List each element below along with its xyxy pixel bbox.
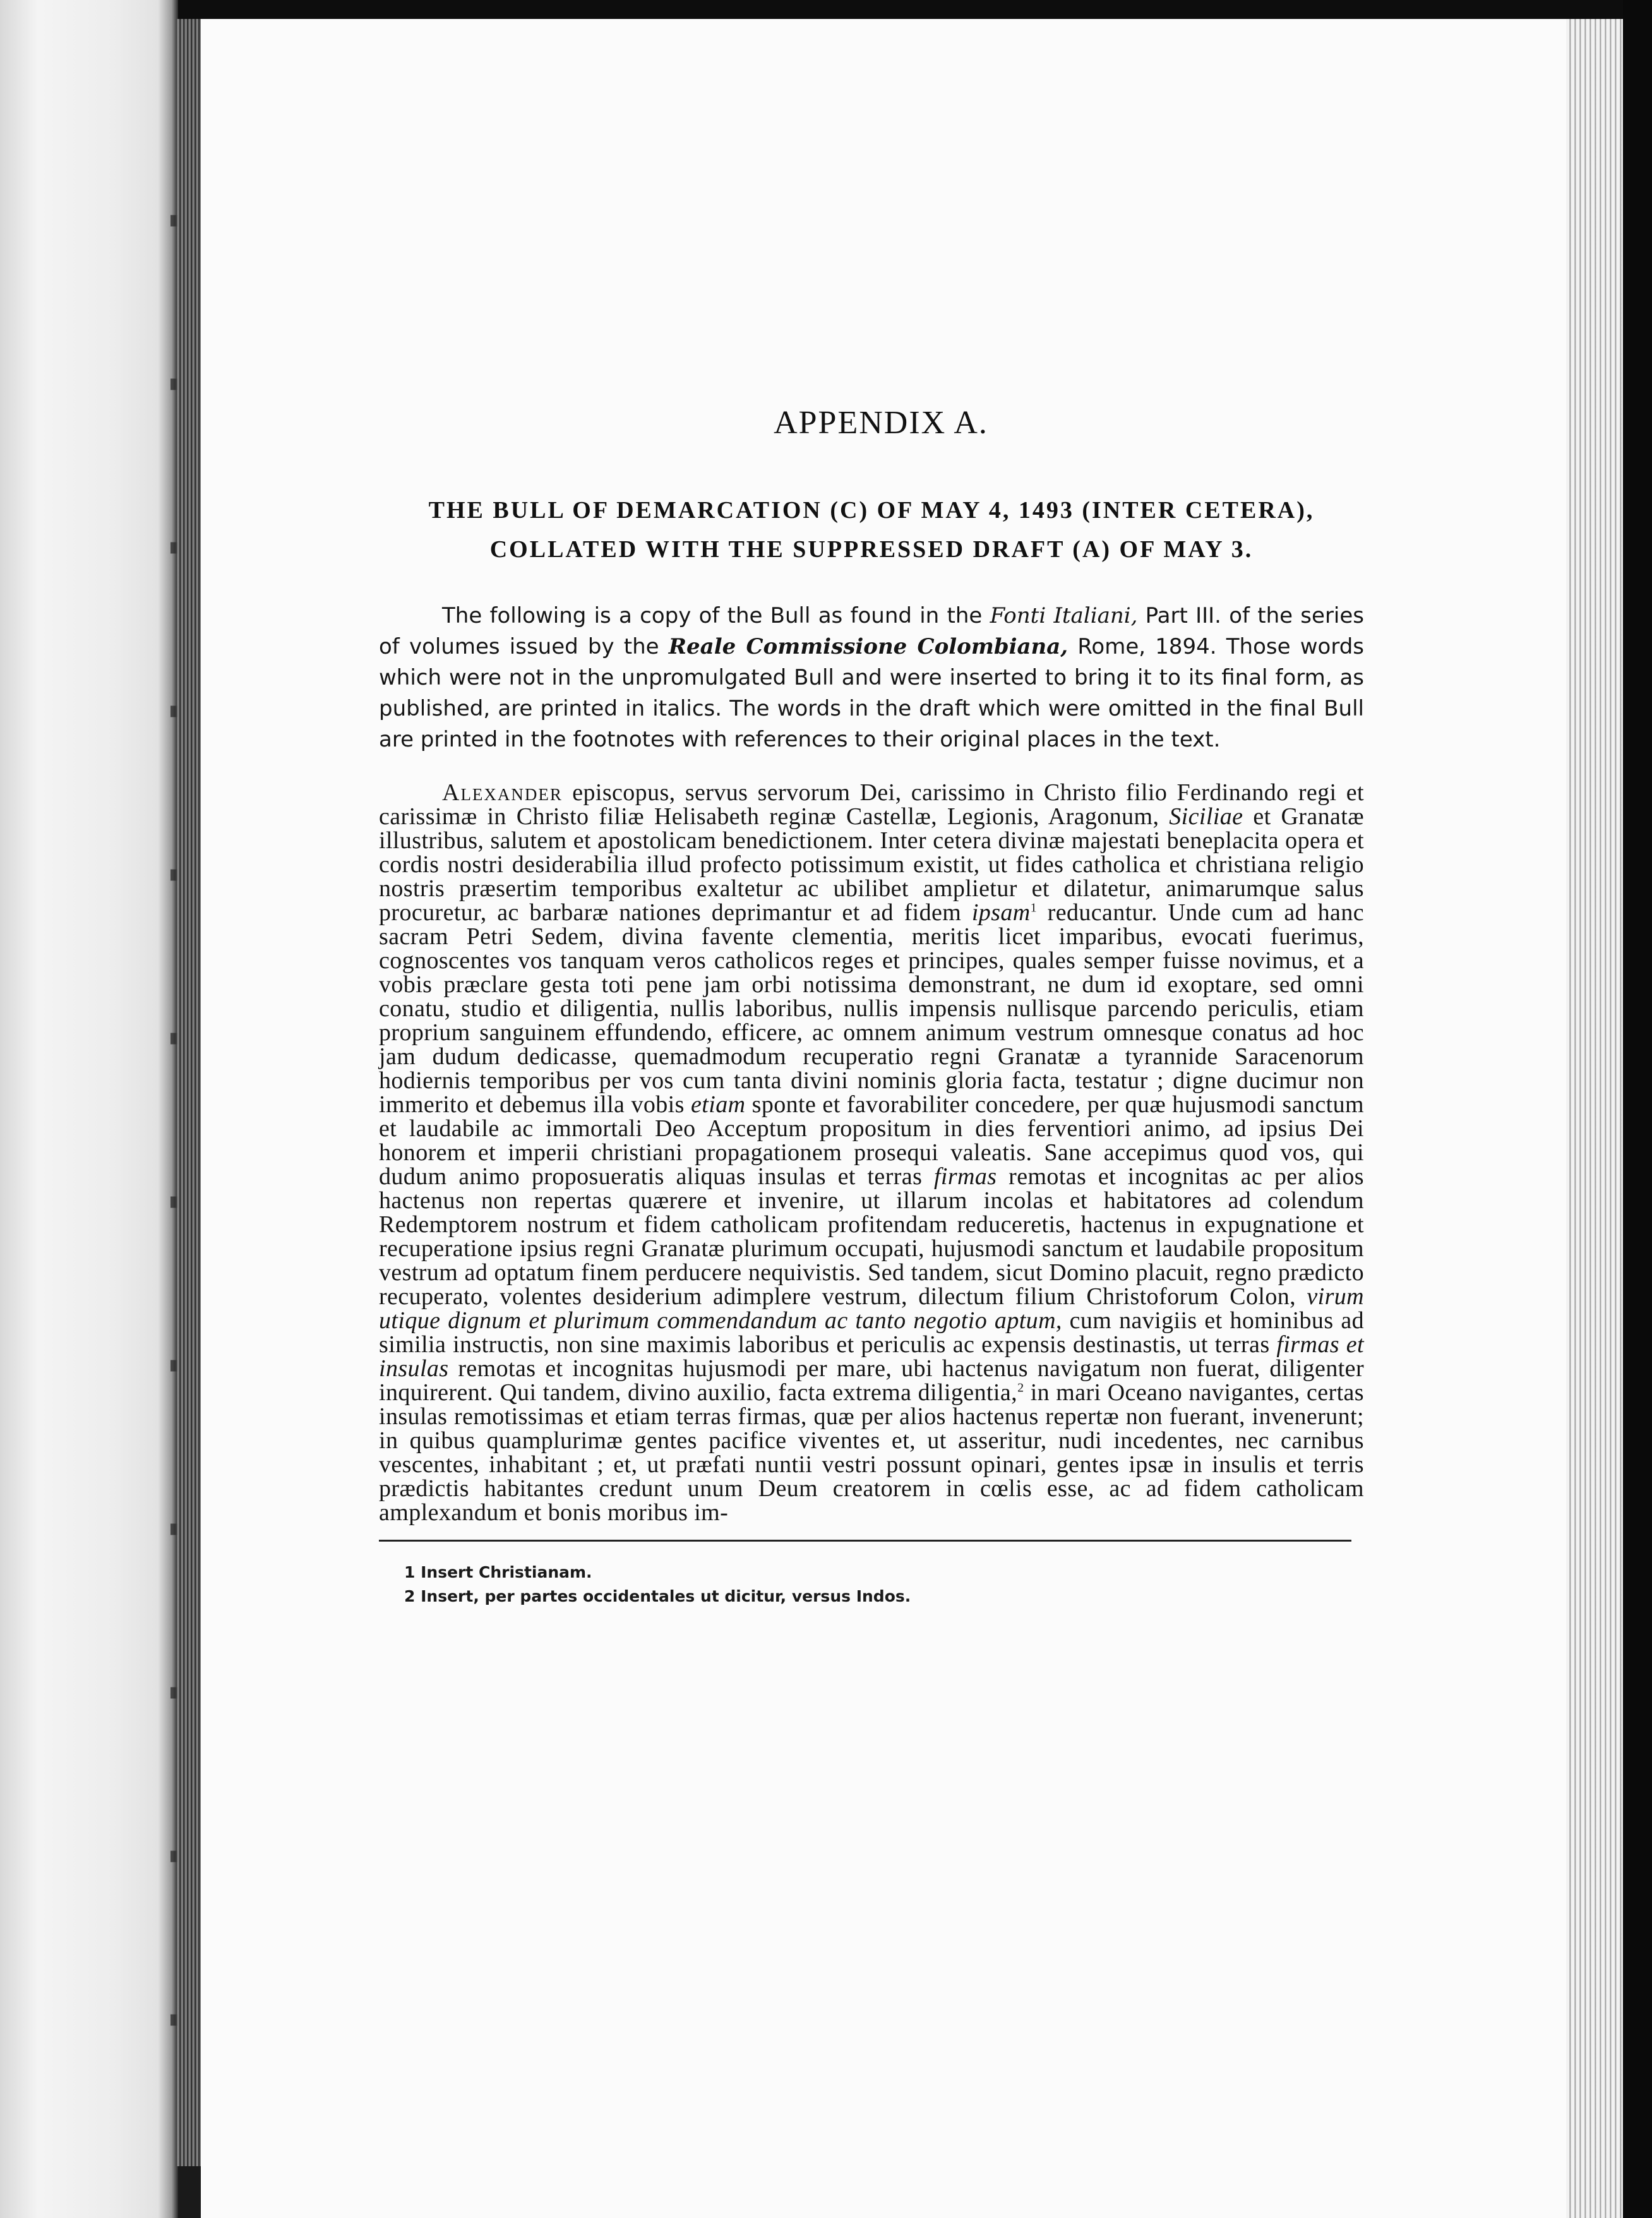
bull-text-run: reducantur. Unde cum ad hanc sacram Petri Sedem, divina favente clementia, meritis licet imparibus, evocati fuerimus, cognoscentes vos tanquam veros catholicos reges et principes, quales semper fuisse novimus, et a vobis præclare gesta toti pene jam orbi notissima demonstrant, ne dum id exoptare, sed omni conatu, studio et diligentia, nullis laboribus, nullis impensis nullisque parcendo periculis, etiam proprium sanguinem effundendo, efficere, ac omnem animum vestrum omnesque conatus ad hoc jam dudum dedicasse, quemadmodum recuperatio regni Granatæ a tyrannide Saracenorum hodiernis temporibus per vos cum tanta divini nominis gloria facta, testatur ; digne ducimur non immerito et debemus illa vobis [379,899,1364,1118]
intro-commission-name: Reale Commissione Colombiana, [668,634,1068,659]
bull-heading-line1: THE BULL OF DEMARCATION (C) OF MAY 4, 1493 (INTER CETERA), [428,497,1315,524]
italic-insertion: Siciliae [1169,803,1243,830]
intro-paragraph [379,601,1364,755]
bull-text-run: sponte et favorabiliter concedere, per quæ hujusmodi sanctum et laudabile ac immortali Deo Acceptum propositum in dies ferventiori animo, ad ipsius Dei honorem et imperii christiani propagationem prosequi valeatis. Sane accepimus quod vos, qui dudum animo proposueratis aliquas insulas et terras [379,1091,1364,1190]
italic-insertion: etiam [691,1091,746,1118]
page-content [379,404,1364,1609]
bull-text-run: et Granatæ illustribus, salutem et apostolicam benedictionem. Inter cetera divinæ majestati beneplacita opera et cordis nostri desiderabilia illud profecto potissimum existit, ut fides catholica et christiana religio nostris præsertim temporibus exaltetur ac ubilibet amplietur et dilatetur, animarumque salus procuretur, ac barbaræ nationes deprimantur et ad fidem [379,803,1364,926]
bull-text-run: in mari Oceano navigantes, certas insulas remotissimas et etiam terras firmas, quæ per alios hactenus repertæ non fuerant, invenerunt; in quibus quamplurimæ gentes pacifice viventes et, ut asseritur, nudi incedentes, nec carnibus vescentes, inhabitant ; et, ut præfati nuntii vestri possunt opinari, gentes ipsæ in insulis et terris prædictis habitantes credunt unum Deum creatorem in cœlis esse, ac ad fidem catholicam amplexandum et bonis moribus im- [379,1379,1364,1526]
bull-text-run: episcopus, servus servorum Dei, carissimo in Christo filio Ferdinando regi et carissimæ in Christo filiæ Helisabeth reginæ Castellæ, Legionis, Aragonum, [379,779,1364,830]
intro-source-title: Fonti Italiani, [990,603,1138,628]
scan-top-border [0,0,1652,19]
italic-insertion: firmas [933,1163,997,1190]
bull-text-run: cum navigiis et hominibus ad similia instructis, non sine maximis laboribus et periculis ac expensis destinastis, ut terras [379,1307,1364,1358]
intro-text: Rome, 1894. Those words which were not in the unpromulgated Bull and were inserted to bring it to its final form, as published, are printed in italics. The words in the draft which were omitted in the final Bull are printed in the footnotes with references to their original places in the text. [379,634,1364,752]
page-stack-right [1566,19,1623,2218]
bull-heading [360,491,1383,569]
page-stack-left [176,19,201,2166]
footnote-ref: 2 [1017,1381,1024,1395]
italic-insertion: virum utique dignum et plurimum commendandum ac tanto negotio aptum, [379,1283,1364,1334]
bull-text [379,781,1364,1525]
italic-insertion: ipsam [971,899,1031,926]
footnote-2: 2 Insert, per partes occidentales ut dicitur, versus Indos. [404,1587,911,1605]
intro-text: The following is a copy of the Bull as found in the [442,603,990,628]
footnote-ref: 1 [1030,901,1038,915]
intro-text: Part III. of the series of volumes issued by the [379,603,1364,659]
italic-insertion: firmas et insulas [379,1331,1364,1382]
footnote-divider [379,1540,1351,1542]
appendix-title: APPENDIX A. [774,405,988,441]
facing-page-edge [0,0,178,2218]
bull-text-run: remotas et incognitas ac per alios hactenus non repertas quærere et invenire, ut illarum incolas et habitatores ad colendum Redemptorem nostrum et fidem catholicam profitendam reduceretis, hactenus in expugnatione et recuperatione ipsius regni Granatæ plurimum occupati, hujusmodi sanctum et laudabile propositum vestrum ad optatum finem perducere nequivistis. Sed tandem, sicut Domino placuit, regno prædicto recuperato, volentes desiderium adimplere vestrum, dilectum filium Christoforum Colon, [379,1163,1365,1310]
bull-text-run: remotas et incognitas hujusmodi per mare, ubi hactenus navigatum non fuerat, diligenter inquirerent. Qui tandem, divino auxilio, facta extrema diligentia, [379,1355,1364,1406]
opening-word: Alexander [442,779,563,806]
bull-heading-line2: COLLATED WITH THE SUPPRESSED DRAFT (A) OF MAY 3. [489,536,1254,563]
scan-right-border [1623,0,1652,2218]
footnote-1: 1 Insert Christianam. [404,1563,592,1581]
